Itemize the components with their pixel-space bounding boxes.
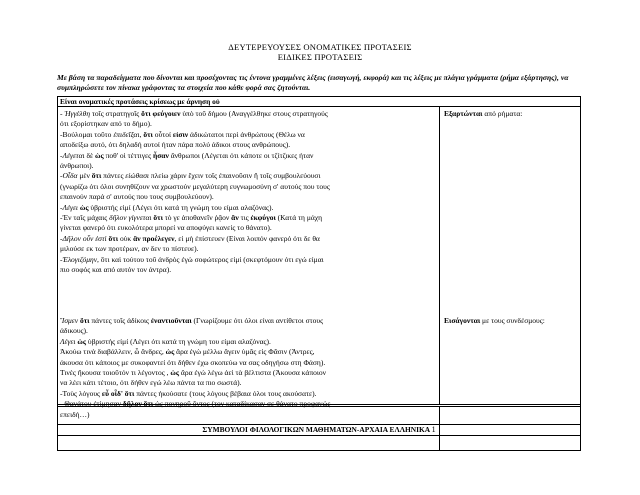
text-run: ὅτι φεύγοιεν	[141, 109, 181, 118]
text-run: -	[60, 171, 63, 181]
text-run: -	[60, 254, 63, 264]
text-run: Λέγει	[60, 336, 76, 346]
text-run: ἄρα ἐγὼ μέλλω ἄγειν ὑμᾶς εἰς Φᾶσιν (Άντρες,	[174, 347, 315, 357]
answer-cell-dependency[interactable]	[444, 109, 578, 119]
text-run: -	[60, 233, 63, 243]
text-run: ὑπὸ τοῦ δήμου (Αναγγέλθηκε στους στρατηγούς	[180, 109, 328, 118]
example-line	[60, 130, 436, 140]
answer-cell-conjunctions[interactable]	[444, 316, 578, 326]
example-line	[60, 109, 436, 119]
text-run: ὡς	[79, 202, 89, 212]
text-run: , εἰ μὴ ἐπίστευεν (Είναι λοιπόν φανερό ότι δε θα	[174, 233, 320, 243]
text-run: ἐκφύγοι	[250, 213, 276, 223]
text-run: πάντες ἠκούσατε (τους λόγους βέβαια όλοι τους ακούσατε).	[134, 388, 317, 398]
text-run: -Ἐν ταῖς μάχαις	[60, 213, 110, 223]
example-line	[60, 192, 436, 202]
text-run: ὅτι	[153, 213, 163, 223]
example-line	[60, 255, 436, 265]
text-run: ὡς	[95, 150, 104, 160]
text-run: ὡς	[165, 347, 175, 357]
text-run: ἐναντιοῦνται	[150, 316, 192, 325]
text-run: άδικους).	[60, 326, 88, 336]
example-line	[60, 368, 436, 378]
text-run: πιο σοφός και από αυτόν τον άντρα).	[60, 265, 172, 275]
text-run: δῆλον γίγνεται	[109, 213, 152, 223]
instructions-text: Με βάση τα παραδείγματα που δίνονται και προσέχοντας τις έντονα γραμμένες λέξεις (εισαγωγή, εκφορά) και τις λέξεις με πλάγια γράμματα (ρήμα εξάρτησης), να συμπληρώσετε τον πίνακα γράφοντας τα στοιχεία που κάθε φορά σας ζητούνται.	[57, 73, 569, 92]
text-run: ἦσαν	[152, 150, 169, 160]
example-line	[60, 410, 436, 420]
example-line	[60, 358, 436, 368]
text-run: Δῆλον οὖν ἐστὶ	[62, 233, 107, 243]
example-line	[60, 265, 436, 275]
example-line	[60, 182, 436, 192]
example-line	[60, 203, 436, 213]
text-run: Εισάγονται	[444, 316, 481, 325]
text-run: με τους συνδέσμους:	[480, 316, 545, 325]
text-run: εἰσιν	[172, 129, 189, 139]
text-run: οὗτοί	[152, 129, 173, 139]
text-run: - Θανάτου ἐτίμησαν	[60, 399, 123, 409]
example-line	[60, 119, 436, 129]
text-run: αποδείξω αυτό, ότι δηλαδή αυτοί ήταν πάρα πολύ άδικοι στους ανθρώπους).	[60, 140, 291, 150]
example-line	[60, 337, 436, 347]
text-run: ἄρα ἐγὼ λέγω ἀεὶ τὰ βέλτιστα (Άκουσα κάποιον	[179, 368, 327, 378]
example-line	[60, 161, 436, 171]
text-run: Ἴσμεν	[60, 316, 79, 325]
footer-text: ΣΥΜΒΟΥΛΟΙ ΦΙΛΟΛΟΓΙΚΩΝ ΜΑΘΗΜΑΤΩΝ-ΑΡΧΑΙΑ ΕΛΛΗΝΙΚΑ	[202, 425, 430, 434]
page-title: ΔΕΥΤΕΡΕΥΟΥΣΕΣ ΟΝΟΜΑΤΙΚΕΣ ΠΡΟΤΑΣΕΙΣ	[228, 42, 412, 52]
example-line	[60, 389, 436, 399]
page-subtitle: ΕΙΔΙΚΕΣ ΠΡΟΤΑΣΕΙΣ	[277, 52, 363, 62]
text-run: Οἶδα	[62, 171, 78, 181]
text-run: Εξαρτώνται	[444, 109, 483, 118]
text-run: ὡς	[170, 368, 180, 378]
text-run: Ἐλογιζόμην	[62, 254, 98, 264]
text-run: ὅτι	[108, 233, 119, 243]
text-run: -	[60, 202, 63, 212]
examples-cell-1	[60, 109, 436, 276]
text-run: , ὅτι καὶ τούτου τοῦ ἀνδρὸς ἐγὼ σοφώτερος εἰμί (σκεφτόμουν ότι εγώ είμαι	[97, 254, 324, 264]
text-run: γίνεται φανερό ότι ευκολότερα μπορεί να αποφύγει κανείς το θάνατο).	[60, 223, 272, 233]
example-line	[60, 213, 436, 223]
example-line	[60, 244, 436, 254]
exercise-table	[57, 96, 581, 451]
text-run: μὲν	[77, 171, 92, 181]
text-run: ότι εξορίστηκαν από το δήμο).	[60, 119, 152, 129]
text-run: ἂν προέλεγεν	[133, 233, 175, 243]
text-run: από ρήματα:	[482, 109, 523, 118]
text-run: Ἠγγέλθη	[64, 109, 91, 118]
text-run: ὡς πονηροῦ ὄντος (τον καταδίκασαν σε θάνατο προφανώς	[153, 399, 331, 409]
text-run: επειδή…)	[60, 409, 90, 419]
text-run: ὅτι	[143, 129, 153, 139]
text-run: Ἀκούω τινὰ διαβάλλειν, ὦ ἄνδρες,	[60, 347, 166, 357]
text-run: εἰώθασι	[125, 171, 149, 181]
text-run: ἄν	[231, 213, 239, 223]
text-run: Λέγει	[62, 202, 78, 212]
example-line	[60, 326, 436, 336]
example-line	[60, 316, 436, 326]
text-run: Λέγεται	[62, 150, 85, 160]
text-run: επαινούν παρά σ' αυτούς που τους συμβουλεύουν).	[60, 192, 214, 202]
text-run: οὐκ	[118, 233, 134, 243]
text-run: -Βούλομαι τοῦτο	[60, 129, 114, 139]
example-line	[60, 399, 436, 409]
example-line	[60, 234, 436, 244]
example-line	[60, 378, 436, 388]
example-line	[60, 347, 436, 357]
text-run: ὡς	[77, 336, 87, 346]
text-run: μιλούσε εκ των προτέρων, αν δεν το πίστευε).	[60, 244, 199, 254]
text-run: ἀδικώτατοι περὶ ἀνθρώπους (Θέλω να	[188, 129, 305, 139]
text-run: τις	[238, 213, 251, 223]
text-run: ποθ' οἱ τέττιγες	[103, 150, 153, 160]
text-run: δὲ	[84, 150, 96, 160]
text-run: (γνωρίζω ότι όλοι συνηθίζουν να χρωστούν μεγαλύτερη ευγνωμοσύνη σ' αυτούς που τους	[60, 181, 330, 191]
table-header: Είναι ονοματικές προτάσεις κρίσεως με άρνηση οὐ	[58, 97, 580, 107]
example-line	[60, 223, 436, 233]
text-run: -Τοὺς λόγους	[60, 388, 102, 398]
text-run: ὅτι	[91, 171, 102, 181]
text-run: πλείω χάριν ἔχειν τοῖς ἐπαινοῦσιν ἢ τοῖς συμβουλεύουσι	[148, 171, 321, 181]
page-number: 1	[431, 425, 436, 434]
text-run: -	[60, 150, 63, 160]
text-run: ὑβριστής εἰμί (Λέγει ότι κατά τη γνώμη του είμαι αλαζόνας).	[86, 336, 271, 346]
text-run: ἐπιδεῖξαι	[113, 129, 140, 139]
text-run: -	[60, 109, 65, 118]
examples-cell-2	[60, 316, 436, 420]
example-line	[60, 151, 436, 161]
text-run: πάντες τοῖς ἀδίκοις	[89, 316, 151, 325]
text-run: ,	[139, 129, 144, 139]
text-run: (Γνωρίζουμε ότι όλοι είναι αντίθετοι στους	[191, 316, 324, 325]
text-run: (Κατά τη μάχη	[275, 213, 323, 223]
text-run: ὅτι	[143, 399, 154, 409]
text-run: δῆλον	[122, 399, 142, 409]
text-run: ὅτι	[79, 316, 90, 325]
text-run: άκουσα ότι κάποιος με συκοφαντεί ότι δήθεν έχω σκοπεύω να σας οδηγήσω στη Φάση).	[60, 357, 326, 367]
example-line	[60, 140, 436, 150]
text-run: να λέει κάτι τέτοιο, ότι δήθεν εγώ λέω πάντα τα πιο σωστά).	[60, 378, 242, 388]
text-run: Τινὲς ἤκουσα τοιοῦτόν τι λέγοντος ,	[60, 368, 171, 378]
example-line	[60, 171, 436, 181]
text-run: πάντες	[101, 171, 126, 181]
text-run: εὖ οἶδ' ὅτι	[101, 388, 135, 398]
page-footer	[57, 424, 581, 436]
text-run: τὸ γε ἀποθανεῖν ῥᾷον	[162, 213, 232, 223]
text-run: τοῖς στρατηγοῖς	[90, 109, 142, 118]
text-run: ἄνθρωποι (Λέγεται ότι κάποτε οι τζίτζικες ήταν	[168, 150, 314, 160]
text-run: ὑβριστής εἰμί (Λέγει ότι κατά τη γνώμη του είμαι αλαζόνας).	[88, 202, 274, 212]
text-run: άνθρωποι).	[60, 161, 94, 171]
column-divider	[439, 107, 440, 404]
